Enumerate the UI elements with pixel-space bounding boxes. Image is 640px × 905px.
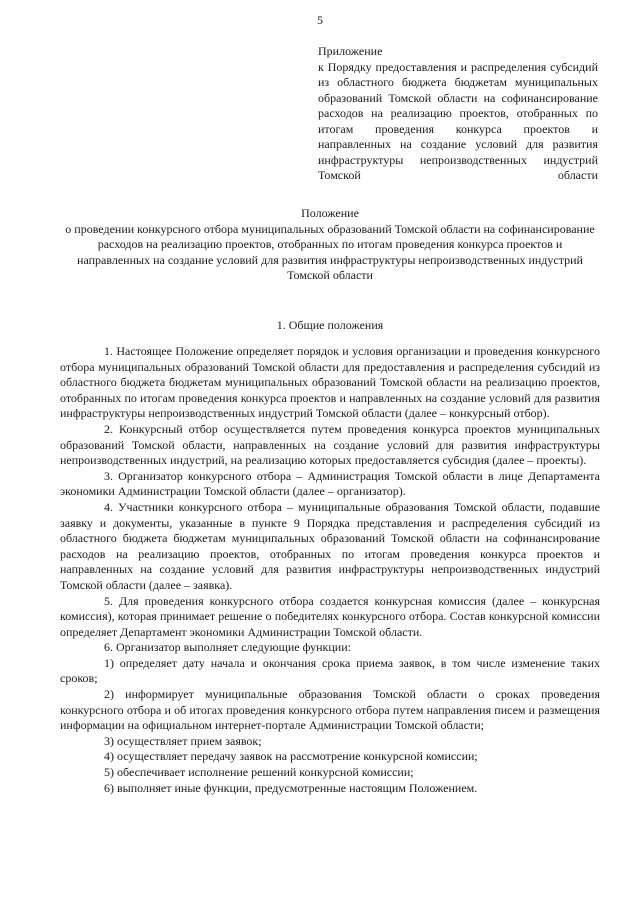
paragraph: 4. Участники конкурсного отбора – муниципальные образования Томской области, подавшие заявку и документы, указанные в пункте 9 Порядка представления и распределения субсидий из областного бюджета бюджетам муниципальных образований Томской области на софинансирование расходов на реализацию проектов, отобранных по итогам проведения конкурса проектов и направленных на создание условий для развития инфраструктуры непроизводственных индустрий Томской области (далее – заявка). [60, 499, 600, 592]
paragraph: 6. Организатор выполняет следующие функции: [104, 640, 351, 655]
section-heading: 1. Общие положения [276, 318, 384, 332]
appendix-heading: Приложение [318, 44, 383, 58]
paragraph: 2. Конкурсный отбор осуществляется путем проведения конкурса проектов муниципальных образований Томской области, направленных на создание условий для развития инфраструктуры непроизводственных индустрий, на реализацию которых предоставляется субсидия (далее – проекты). [60, 421, 600, 468]
appendix-block [318, 44, 598, 184]
paragraph: 3. Организатор конкурсного отбора – Администрация Томской области в лице Департамента экономики Администрации Томской области (далее – организатор). [60, 468, 600, 499]
appendix-text: к Порядку предоставления и распределения субсидий из областного бюджета бюджетам муниципальных образований Томской области на софинансирование расходов на реализацию проектов, отобранных по итогам проведения конкурса проектов и направленных на создание условий для развития инфраструктуры непроизводственных индустрий Томской области [318, 59, 598, 182]
list-item: 2) информирует муниципальные образования Томской области о сроках проведения конкурсного отбора и об итогах проведения конкурсного отбора путем направления писем и размещения информации на официальном интернет-портале Администрации Томской области; [60, 687, 600, 733]
document-subtitle: о проведении конкурсного отбора муниципальных образований Томской области на софинансирование расходов на реализацию проектов, отобранных по итогам проведения конкурса проектов и направленных на создание условий для развития инфраструктуры непроизводственных индустрий Томской области [65, 221, 595, 282]
document-body [60, 344, 600, 796]
document-title: Положение [301, 206, 359, 220]
list-item: 4) осуществляет передачу заявок на рассмотрение конкурсной комиссии; [104, 749, 478, 764]
paragraph: 1. Настоящее Положение определяет порядок и условия организации и проведения конкурсного отбора муниципальных образований Томской области для предоставления и распределения субсидий из областного бюджета бюджетам муниципальных образований Томской области на реализацию проектов, отобранных по итогам проведения конкурса проектов и направленных на создание условий для развития инфраструктуры непроизводственных индустрий Томской области (далее – конкурсный отбор). [60, 344, 600, 421]
list-item: 5) обеспечивает исполнение решений конкурсной комиссии; [104, 765, 414, 780]
list-item: 1) определяет дату начала и окончания срока приема заявок, в том числе изменение таких сроков; [60, 655, 600, 686]
document-title-block [60, 206, 600, 284]
paragraph: 5. Для проведения конкурсного отбора создается конкурсная комиссия (далее – конкурсная комиссия), которая принимает решение о победителях конкурсного отбора. Состав конкурсной комиссии определяет Департамент экономики Администрации Томской области. [60, 593, 600, 639]
list-item: 6) выполняет иные функции, предусмотренные настоящим Положением. [104, 780, 478, 795]
page-number: 5 [317, 13, 323, 27]
list-item: 3) осуществляет прием заявок; [104, 733, 262, 748]
